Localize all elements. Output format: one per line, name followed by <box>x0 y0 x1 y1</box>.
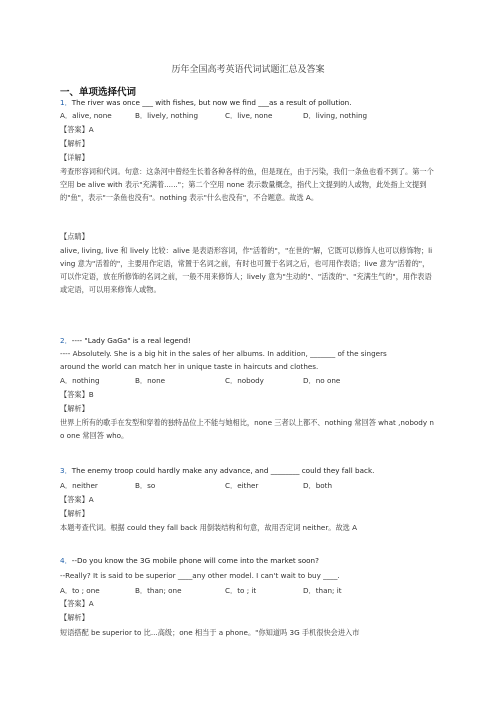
question-number: 1． <box>60 98 72 107</box>
question-4-explanation: 短语搭配 be superior to 比...高级；one 相当于 a phone。"你知道吗 3G 手机很快会进入市 <box>60 628 360 637</box>
option-c: C．nobody <box>225 376 264 385</box>
analysis-label: 【解析】 <box>60 139 89 148</box>
detail-label: 【详解】 <box>60 153 89 162</box>
analysis-label: 【解析】 <box>60 509 89 518</box>
question-stem: --Do you know the 3G mobile phone will come into the market soon? <box>71 556 319 565</box>
question-number: 4． <box>60 556 72 565</box>
question-number: 3． <box>60 466 72 475</box>
question-1-note: alive, living, live 和 lively 比较：alive 是表语形容词，作"活着的"，"在世的"解，它既可以修饰人也可以修饰物；living 意为"活着的"，主要用作定语，常置于名词之前，有时也可置于名词之后，也可用作表语；live 意为"活着的"，可以作定语，放在所修饰的名词之前，一般不用来修饰人；lively 意为"生动的"、"活泼的"、"充满生气的"，用作表语或定语，可以用来修饰人或物。 <box>60 246 433 294</box>
question-1-explanation: 考查形容词和代词。句意：这条河中曾经生长着各种各样的鱼，但是现在，由于污染，我们一条鱼也看不到了。第一个空用 be alive with 表示"充满着......"；第二个空用 none 表示数量概念，指代上文提到的人或物，此处指上文提到的"鱼"，表示"一条鱼也没有"。nothing 表示"什么也没有"，不合题意。故选 A。 <box>60 167 434 202</box>
option-a: A．neither <box>60 481 98 490</box>
question-number: 2． <box>60 336 72 345</box>
question-3-explanation: 本题考查代词。根据 could they fall back 用倒装结构和句意，故用否定词 neither。故选 A <box>60 523 358 532</box>
question-2-line-3: around the world can match her in unique taste in haircuts and clothes. <box>60 362 319 371</box>
section-heading: 一、单项选择代词 <box>60 87 137 98</box>
question-2-line-2: ---- Absolutely. She is a big hit in the sales of her albums. In addition, _______ of the singers <box>60 349 387 358</box>
option-b: B．none <box>135 376 166 385</box>
option-a: A．alive, none <box>60 111 112 120</box>
analysis-label: 【解析】 <box>60 404 89 413</box>
option-a: A．to ; one <box>60 586 100 595</box>
option-a: A．nothing <box>60 376 100 385</box>
option-d: D．both <box>303 481 333 490</box>
option-c: C．live, none <box>225 111 273 120</box>
document-title: 历年全国高考英语代词试题汇总及答案 <box>171 65 325 75</box>
question-stem: ---- "Lady GaGa" is a real legend! <box>71 336 191 345</box>
option-d: D．than; it <box>303 586 342 595</box>
question-stem: The river was once ___ with fishes, but now we find ___as a result of pollution. <box>71 98 352 107</box>
option-b: B．so <box>135 481 156 490</box>
answer-label: 【答案】B <box>60 390 94 399</box>
question-4-line-2: --Really? It is said to be superior ____any other model. I can't wait to buy ____. <box>60 571 340 580</box>
option-d: D．no one <box>303 376 341 385</box>
key-point-label: 【点睛】 <box>60 232 89 241</box>
answer-label: 【答案】A <box>60 495 94 504</box>
option-b: B．than; one <box>135 586 182 595</box>
option-c: C．either <box>225 481 259 490</box>
option-d: D．living, nothing <box>303 111 368 120</box>
answer-label: 【答案】A <box>60 599 94 608</box>
analysis-label: 【解析】 <box>60 613 89 622</box>
question-4 <box>60 555 440 566</box>
option-c: C．to ; it <box>225 586 257 595</box>
question-3 <box>60 465 440 476</box>
question-stem: The enemy troop could hardly make any advance, and ________ could they fall back. <box>71 466 375 475</box>
question-1 <box>60 97 440 108</box>
answer-label: 【答案】A <box>60 125 94 134</box>
question-2 <box>60 335 440 346</box>
question-2-explanation: 世界上所有的歌手在发型和穿着的独特品位上不能与她相比，none 三者以上都不、nothing 常回答 what ,nobody no one 常回答 who。 <box>60 418 434 440</box>
option-b: B．lively, nothing <box>135 111 199 120</box>
